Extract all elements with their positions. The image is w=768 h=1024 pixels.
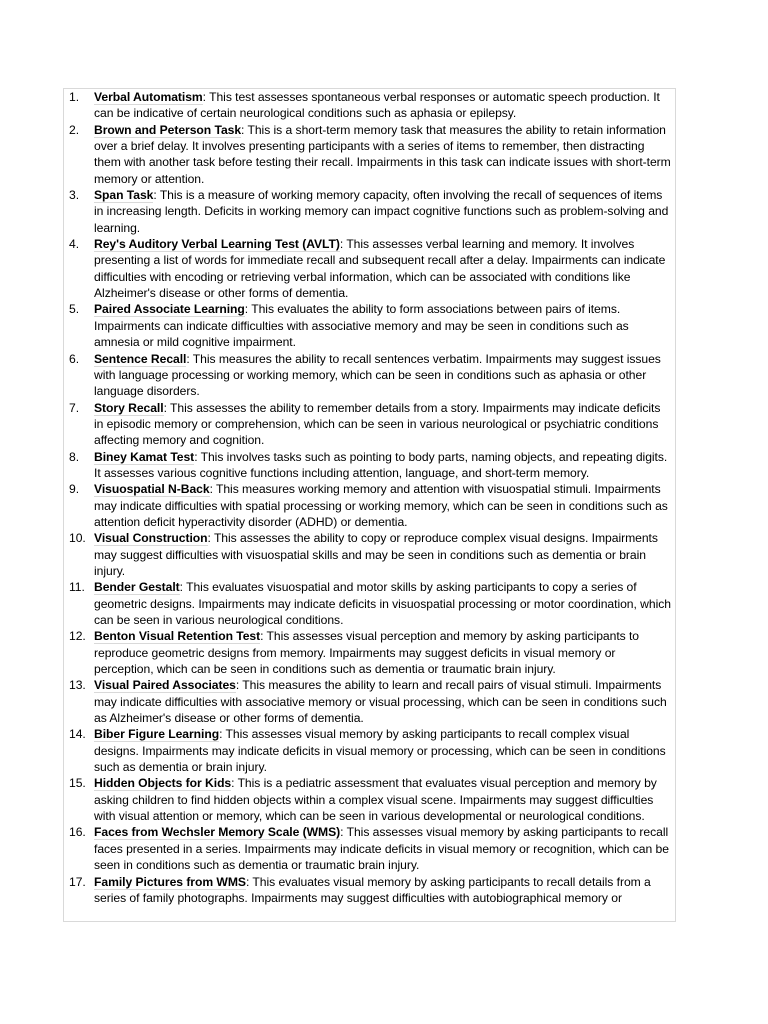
item-name: Verbal Automatism	[94, 90, 203, 104]
item-description: : This assesses the ability to copy or reproduce complex visual designs. Impairments may suggest difficulties with visuospatial skills and may be seen in conditions such as dementia or brain injury.	[94, 531, 658, 578]
list-item	[64, 449, 675, 482]
item-description: : This assesses visual memory by asking participants to recall complex visual designs. Impairments may indicate deficits in visual memory or processing, which can be seen in conditions such as dementia or brain injury.	[94, 727, 666, 775]
item-name: Benton Visual Retention Test	[94, 629, 261, 644]
item-name: Story Recall	[94, 400, 164, 415]
item-name: Sentence Recall	[94, 351, 187, 366]
item-name: Visual Paired Associates	[94, 678, 236, 693]
item-description: : This assesses the ability to remember details from a story. Impairments may indicate deficits in episodic memory or comprehension, which can be seen in various neurological or psychiatric conditions affecting memory and cognition.	[94, 400, 661, 448]
item-number: 2.	[69, 122, 80, 137]
item-name: Visuospatial N-Back	[94, 482, 210, 497]
item-number: 17.	[69, 874, 86, 889]
item-description: : This involves tasks such as pointing to body parts, naming objects, and repeating digits. It assesses various cognitive functions including attention, language, and short-term memory.	[94, 449, 668, 480]
item-description: : This evaluates visuospatial and motor skills by asking participants to copy a series of geometric designs. Impairments may indicate deficits in visuospatial processing or motor coordination, which can be seen in various neurological conditions.	[94, 580, 671, 627]
item-description: : This assesses verbal learning and memory. It involves presenting a list of words for immediate recall and subsequent recall after a delay. Impairments can indicate difficulties with encoding or retrieving verbal information, which can be associated with conditions like Alzheimer's disease or other forms of dementia.	[94, 237, 666, 301]
item-name: Biber Figure Learning	[94, 727, 220, 742]
item-description: : This is a pediatric assessment that evaluates visual perception and memory by asking children to find hidden objects within a complex visual scene. Impairments may suggest difficulties with visual attention or memory, which can be seen in various developmental or neurological conditions.	[94, 776, 657, 824]
item-name: Visual Construction	[94, 531, 208, 546]
item-number: 13.	[69, 678, 86, 693]
list-item	[64, 351, 675, 400]
list-item	[64, 187, 675, 236]
item-number: 6.	[69, 351, 80, 366]
list-item	[64, 628, 675, 677]
list-item	[64, 301, 675, 350]
list-item	[64, 530, 675, 579]
item-description: : This assesses visual perception and memory by asking participants to reproduce geometric designs from memory. Impairments may suggest deficits in visual memory or perception, which can be seen in conditions such as dementia or traumatic brain injury.	[94, 629, 640, 677]
item-number: 7.	[69, 400, 80, 415]
item-number: 8.	[69, 449, 80, 464]
item-number: 9.	[69, 482, 80, 497]
item-number: 16.	[69, 825, 86, 840]
item-description: : This is a measure of working memory capacity, often involving the recall of sequences of items in increasing length. Deficits in working memory can impact cognitive functions such as problem-solving and learning.	[94, 188, 669, 235]
item-number: 11.	[69, 580, 85, 595]
item-number: 5.	[69, 302, 80, 317]
item-description: : This measures the ability to recall sentences verbatim. Impairments may suggest issues with language processing or working memory, which can be seen in conditions such as aphasia or other language disorders.	[94, 351, 661, 399]
item-description: : This evaluates visual memory by asking participants to recall details from a series of family photographs. Impairments may suggest difficulties with autobiographical memory or	[94, 874, 651, 905]
item-number: 14.	[69, 727, 86, 742]
item-name: Bender Gestalt	[94, 580, 180, 595]
item-description: : This is a short-term memory task that measures the ability to retain information over a brief delay. It involves presenting participants with a series of items to remember, then distracting them with another task before testing their recall. Impairments in this task can indicate issues with short-term memory or attention.	[94, 122, 671, 186]
list-item	[64, 824, 675, 873]
item-number: 3.	[69, 188, 80, 203]
item-number: 10.	[69, 531, 86, 546]
item-description: : This assesses visual memory by asking participants to recall faces presented in a series. Impairments may indicate deficits in visual memory or recognition, which can be seen in conditions such as dementia or traumatic brain injury.	[94, 825, 669, 873]
list-item	[64, 122, 675, 187]
list-item	[64, 677, 675, 726]
item-name: Rey's Auditory Verbal Learning Test (AVLT)	[94, 237, 340, 252]
item-name: Span Task	[94, 188, 154, 203]
list-item	[64, 89, 675, 122]
test-list	[64, 89, 675, 906]
item-name: Brown and Peterson Task	[94, 122, 242, 137]
list-item	[64, 775, 675, 824]
list-item	[64, 481, 675, 530]
item-name: Biney Kamat Test	[94, 449, 195, 464]
item-name: Faces from Wechsler Memory Scale (WMS)	[94, 825, 341, 840]
item-description: : This measures the ability to learn and recall pairs of visual stimuli. Impairments may indicate difficulties with associative memory or visual processing, which can be seen in conditions such as Alzheimer's disease or other forms of dementia.	[94, 678, 667, 726]
item-number: 1.	[69, 90, 80, 104]
item-name: Family Pictures from WMS	[94, 874, 246, 889]
item-number: 4.	[69, 237, 80, 252]
item-name: Hidden Objects for Kids	[94, 776, 232, 791]
item-name: Paired Associate Learning	[94, 302, 245, 317]
item-number: 12.	[69, 629, 86, 644]
list-item	[64, 236, 675, 301]
list-item	[64, 579, 675, 628]
item-description: : This measures working memory and attention with visuospatial stimuli. Impairments may indicate difficulties with spatial processing or working memory, which can be seen in conditions such as attention deficit hyperactivity disorder (ADHD) or dementia.	[94, 482, 668, 529]
list-item	[64, 400, 675, 449]
item-description: : This evaluates the ability to form associations between pairs of items. Impairments can indicate difficulties with associative memory and may be seen in conditions such as amnesia or mild cognitive impairment.	[94, 302, 629, 350]
list-item	[64, 726, 675, 775]
list-item	[64, 874, 675, 907]
document-page	[63, 88, 676, 922]
item-number: 15.	[69, 776, 86, 791]
item-description: : This test assesses spontaneous verbal responses or automatic speech production. It can be indicative of certain neurological conditions such as aphasia or epilepsy.	[94, 90, 660, 121]
